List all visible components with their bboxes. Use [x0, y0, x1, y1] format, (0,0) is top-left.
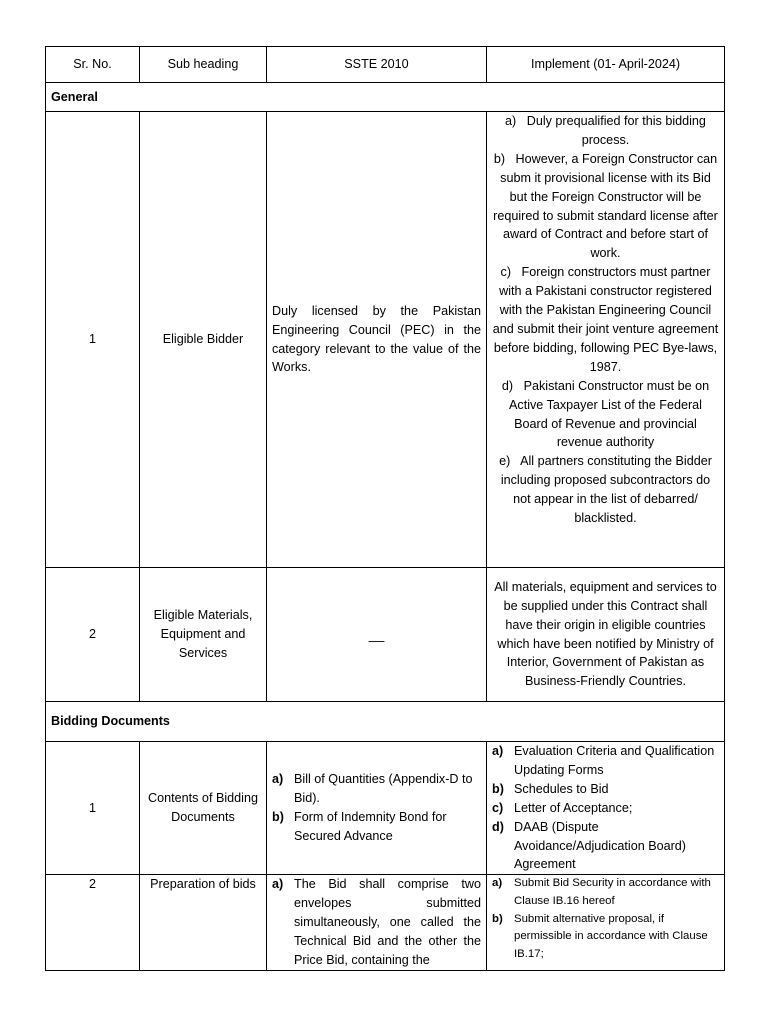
implement-list	[492, 875, 719, 963]
row-implement-list	[487, 742, 725, 875]
row-sr-no: 2	[46, 875, 140, 971]
header-implement: Implement (01- April-2024)	[487, 47, 725, 83]
section-title-general: General	[46, 83, 725, 112]
implement-list	[492, 742, 719, 874]
row-sste-list	[267, 875, 487, 971]
header-row	[46, 47, 725, 83]
row-implement-text: All materials, equipment and services to be supplied under this Contract shall have their origin in eligible countries which have been notified by Ministry of Interior, Government of Pakistan as Business-Friendly Countries.	[487, 568, 725, 702]
implement-item: e) All partners constituting the Bidder including proposed subcontractors do not appear in the list of debarred/ blacklisted.	[499, 454, 712, 526]
row-sr-no: 1	[46, 112, 140, 568]
row-sub-heading: Eligible Materials, Equipment and Services	[140, 568, 267, 702]
header-sub-heading: Sub heading	[140, 47, 267, 83]
implement-item: a) Duly prequalified for this bidding process.	[505, 114, 706, 147]
section-row-bidding	[46, 702, 725, 742]
row-sr-no: 1	[46, 742, 140, 875]
implement-item: c) Foreign constructors must partner with a Pakistani constructor registered with the Pakistan Engineering Council and submit their joint venture agreement before bidding, following PEC Bye-laws, 1987.	[492, 265, 719, 374]
row-sub-heading: Eligible Bidder	[140, 112, 267, 568]
row-implement-list	[487, 875, 725, 971]
list-item: a) Evaluation Criteria and Qualification Updating Forms	[492, 744, 715, 777]
list-item: b) Form of Indemnity Bond for Secured Advance	[272, 810, 447, 844]
header-sste-2010: SSTE 2010	[267, 47, 487, 83]
row-sste-text: __	[267, 568, 487, 702]
table-row	[46, 742, 725, 875]
list-item: a) Submit Bid Security in accordance with Clause IB.16 hereof	[492, 877, 711, 907]
list-item: a) Bill of Quantities (Appendix-D to Bid).	[272, 772, 473, 806]
section-row-general	[46, 83, 725, 112]
table-row	[46, 112, 725, 568]
row-sr-no: 2	[46, 568, 140, 702]
list-item: b) Submit alternative proposal, if permissible in accordance with Clause IB.17;	[492, 912, 708, 960]
row-sub-heading: Preparation of bids	[140, 875, 267, 971]
list-item: c) Letter of Acceptance;	[492, 800, 633, 815]
sste-list	[272, 875, 481, 970]
section-title-bidding: Bidding Documents	[46, 702, 725, 742]
row-sub-heading: Contents of Bidding Documents	[140, 742, 267, 875]
header-sr-no: Sr. No.	[46, 47, 140, 83]
row-implement-list	[487, 112, 725, 568]
implement-item: b) However, a Foreign Constructor can subm it provisional license with its Bid but the Foreign Constructor will be required to submit standard license after award of Contract and before start of work.	[493, 151, 718, 261]
list-item: b) Schedules to Bid	[492, 781, 609, 796]
list-item: d) DAAB (Dispute Avoidance/Adjudication Board) Agreement	[492, 819, 686, 872]
comparison-table	[45, 46, 725, 971]
row-sste-list	[267, 742, 487, 875]
table-row	[46, 568, 725, 702]
list-item: a) The Bid shall comprise two envelopes submitted simultaneously, one called the Technical Bid and the other the Price Bid, containing the	[272, 877, 481, 967]
implement-item: d) Pakistani Constructor must be on Active Taxpayer List of the Federal Board of Revenue and provincial revenue authority	[501, 378, 710, 450]
table-row	[46, 875, 725, 971]
row-sste-text: Duly licensed by the Pakistan Engineering Council (PEC) in the category relevant to the value of the Works.	[267, 112, 487, 568]
sste-list	[272, 770, 481, 846]
